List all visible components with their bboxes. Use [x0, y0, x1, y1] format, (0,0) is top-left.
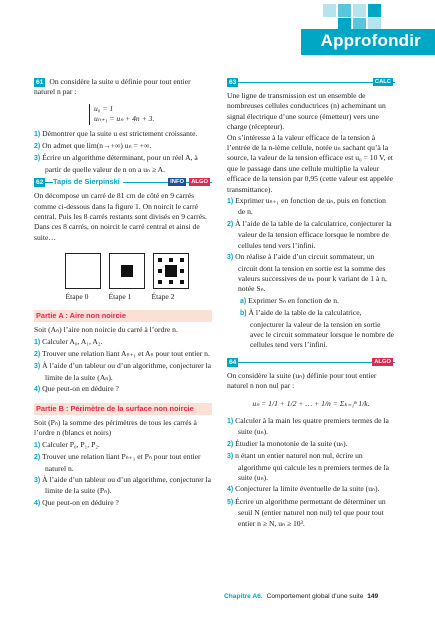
ex61-recurrence-system — [89, 104, 212, 125]
part-b-q4: 4) Que peut-on en déduire ? — [34, 497, 119, 507]
ex62-title: Tapis de Sierpinski — [53, 177, 123, 187]
ex63-paragraph-2: On s’intéresse à la valeur efficace de la tension à l’entrée de la n-ième cellule, notée uₙ sachant qu’à la source, la valeur de la tension efficace est u₀ = 10 V, et que le passage dans une cellule multiplie la valeur efficace de la tension par 0,95 (cette valeur est appelée transmittance). — [227, 132, 393, 194]
ex63-q1: 1) Exprimer uₙ₊₁ en fonction de uₙ, puis en fonction de n. — [227, 196, 386, 217]
footer-text: Comportement global d’une suite — [266, 593, 364, 600]
left-column — [34, 77, 212, 509]
ex64-header-bar — [227, 357, 395, 368]
ex63-q2: 2) À l’aide de la table de la calculatrice, conjecturer la valeur de la tension efficace lorsque le nombre de cellules tend vers l’infini. — [227, 218, 392, 250]
ex63-q3a: a) Exprimer Sₙ en fonction de n. — [240, 295, 339, 305]
sierpinski-figure — [65, 253, 212, 289]
caption-step-2: Étape 2 — [151, 292, 175, 302]
caption-step-0: Étape 0 — [65, 292, 89, 302]
ex63-number: 63 — [229, 79, 237, 86]
ex62-intro: On décompose un carré de 81 cm de côté en 9 carrés comme ci-dessous dans la figure 1. On noircit le carré central. Puis les 8 carrés restants sont divisés en 9 carrés. Dans ces 8 carrés, on noircit le carré central et ainsi de suite… — [34, 191, 207, 242]
ex64-number: 64 — [229, 358, 237, 366]
part-a-q2: 2) Trouver une relation liant Aₙ₊₁ et Aₙ pour tout entier n. — [34, 348, 210, 358]
ex63-paragraph-1: Une ligne de transmission est un ensemble de nombreuses cellules conductrices (n) acheminant un signal électrique d’une source (émetteur) vers une charge (récepteur). — [227, 91, 386, 132]
sierpinski-step-0 — [65, 253, 101, 289]
ex61-q3: 3) Écrire un algorithme déterminant, pour un réel A, à partir de quelle valeur de n on a uₙ ≥ A. — [34, 153, 198, 174]
ex64-intro: On considère la suite (uₙ) définie pour tout entier naturel n non nul par : — [227, 370, 377, 391]
ex62-header-bar — [34, 177, 212, 188]
ex61-number: 61 — [36, 79, 44, 86]
footer-chapter: Chapitre A6. — [224, 593, 263, 600]
ex61-system-line-1: u₀ = 1 — [94, 103, 114, 113]
ex64-q1: 1) Calculer à la main les quatre premiers termes de la suite (uₙ). — [227, 415, 389, 437]
calc-tag: CALC — [374, 79, 391, 85]
ex61-intro: 61 On considère la suite u définie pour tout entier naturel n par : — [34, 77, 191, 97]
part-a-intro: Soit (Aₙ) l’aire non noircie du carré à l’ordre n. — [34, 325, 178, 335]
algo-tag: ALGO — [191, 179, 208, 186]
page-footer — [224, 593, 378, 600]
page-number: 149 — [367, 593, 379, 600]
ex64-q3: 3) n étant un entier naturel non nul, écrire un algorithme qui calcule les n premiers termes de la suite (uₙ). — [227, 451, 389, 482]
part-b-q3: 3) À l’aide d’un tableur ou d’un algorithme, conjecturer la limite de la suite (Pₙ). — [34, 474, 212, 496]
page-title: Approfondir — [320, 31, 421, 50]
ex64-q4: 4) Conjecturer la limite éventuelle de la suite (uₙ). — [227, 484, 380, 494]
ex64-equation: uₙ = 1/1 + 1/2 + … + 1/n = Σₖ₌₁ⁿ 1/k. — [252, 398, 370, 408]
ex63-header-bar — [227, 77, 395, 88]
ex61-system-line-2: uₙ₊₁ = uₙ + 4n + 3. — [94, 114, 155, 124]
algo-tag-ex64: ALGO — [374, 358, 391, 365]
right-column — [227, 77, 395, 529]
part-b-intro: Soit (Pₙ) la somme des périmètres de tous les carrés à l’ordre n (blancs et noirs) — [34, 417, 197, 438]
info-tag: INFO — [170, 179, 184, 186]
part-b-q1: 1) Calculer P₀, P₁, P₂. — [34, 439, 100, 449]
ex63-q3b: b) À l’aide de la table de la calculatrice, conjecturer la valeur de la tension en sortie avec le circuit sommateur lorsque le nombre de cellules tend vers l’infini. — [240, 308, 395, 350]
part-b-q2: 2) Trouver une relation liant Pₙ₊₁ et Pₙ pour tout entier naturel n. — [34, 452, 201, 473]
ex63-q3: 3) On réalise à l’aide d’un circuit sommateur, un circuit dont la tension en sortie est la somme des valeurs successives de uₖ pour k variant de 1 à n, notée Sₙ. — [227, 252, 387, 294]
ex64-q5: 5) Écrire un algorithme permettant de déterminer un seuil N (entier naturel non nul) tel que pour tout entier n ≥ N, uₙ ≥ 10³. — [227, 496, 386, 528]
ex61-q2: 2) On admet que lim(n→+∞) uₙ = +∞. — [34, 141, 152, 151]
part-a-heading: Partie A : Aire non noircie — [34, 310, 212, 322]
ex62-number: 62 — [36, 179, 44, 187]
part-a-q3: 3) À l’aide d’un tableur ou d’un algorithme, conjecturer la limite de la suite (Aₙ). — [34, 361, 212, 382]
ex61-q1: 1) Démontrer que la suite u est strictement croissante. — [34, 128, 198, 138]
sierpinski-step-1 — [109, 253, 145, 289]
part-a-q4: 4) Que peut-on en déduire ? — [34, 384, 119, 394]
caption-step-1: Étape 1 — [108, 292, 132, 302]
ex64-q2: 2) Étudier la monotonie de la suite (uₙ). — [227, 438, 348, 448]
sierpinski-captions — [57, 292, 212, 302]
sierpinski-step-2 — [153, 253, 189, 289]
part-b-heading: Partie B : Périmètre de la surface non noircie — [34, 403, 212, 415]
part-a-q1: 1) Calculer A₀, A₁, A₂. — [34, 336, 103, 346]
